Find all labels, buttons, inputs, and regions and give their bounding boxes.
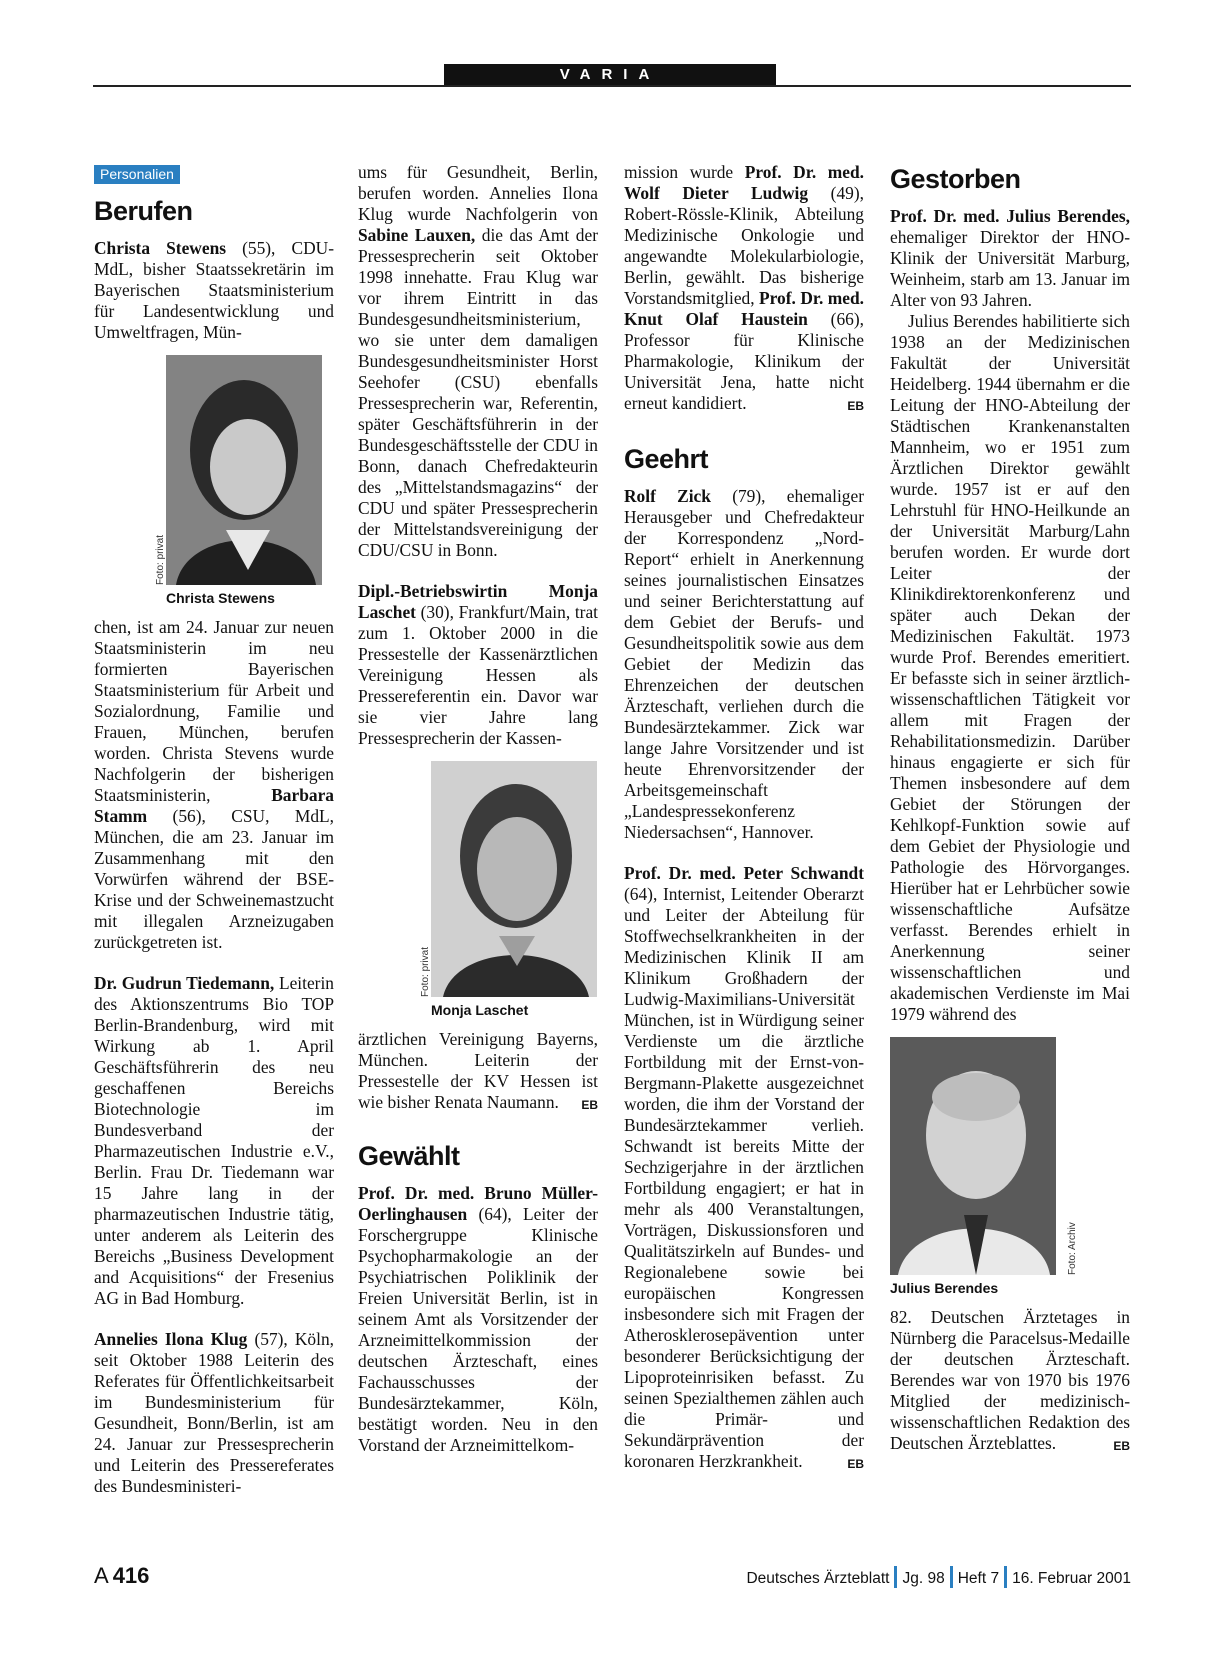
issue-date: 16. Februar 2001 bbox=[1012, 1570, 1131, 1587]
portrait-image bbox=[431, 761, 597, 997]
person-name: Prof. Dr. med. Bruno Müller-Oerlinghausen bbox=[358, 1183, 598, 1224]
paragraph: Annelies Ilona Klug (57), Köln, seit Oktober 1988 Leiterin des Referates für Öffentlichkeitsarbeit im Bundesministerium für Gesundheit, Bonn/Berlin, ist am 24. Januar zur Pressesprecherin und Leiterin des Pressereferates des Bundesministeri- bbox=[94, 1329, 334, 1496]
paragraph: Julius Berendes habilitierte sich 1938 an der Medizinischen Fakultät der Universität Heidelberg. 1944 übernahm er die Leitung der HNO-Abteilung der Städtischen Krankenanstalten Mannheim, wo er 1951 zum Ärztlichen Direktor gewählt wurde. 1957 ist er auf den Lehrstuhl für HNO-Heilkunde an der Universität Marburg/Lahn berufen worden. Er wurde dort Leiter der Klinikdirektorenkonferenz und später auch Dekan der Medizinischen Fakultät. 1973 wurde Prof. Berendes emeritiert. Er befasste sich in seiner ärztlich-wissenschaftlichen Tätigkeit vor allem mit Fragen der Rehabilitationsmedizin. Darüber hinaus engagierte er sich für Themen insbesondere auf dem Gebiet der Störungen der Kehlkopf-Funktion sowie auf dem Gebiet der Physiologie und Pathologie des Hörvorganges. Hierüber hat er Lehrbücher sowie wissenschaftliche Aufsätze verfasst. Berendes erhielt in Anerkennung seiner wissenschaftlichen und akademischen Verdienste im Mai 1979 während des bbox=[890, 311, 1130, 1024]
person-name: Prof. Dr. med. Wolf Dieter Ludwig bbox=[624, 162, 864, 203]
heading-gestorben: Gestorben bbox=[890, 164, 1021, 194]
paragraph: Dr. Gudrun Tiedemann, Leiterin des Aktionszentrums Bio TOP Berlin-Brandenburg, wird mit Wirkung ab 1. April Geschäftsführerin des neu geschaffenen Bereichs Biotechnologie im Bundesverband der Pharmazeutischen Industrie e.V., Berlin. Frau Dr. Tiedemann war 15 Jahre lang in der pharmazeutischen Industrie tätig, unter anderem als Leiterin des Bereichs „Business Development and Acquisitions“ der Fresenius AG in Bad Homburg. bbox=[94, 973, 334, 1308]
portrait-laschet bbox=[420, 761, 598, 1019]
person-name: Rolf Zick bbox=[624, 486, 711, 506]
author-signature: EB bbox=[1113, 1439, 1130, 1453]
paragraph: Prof. Dr. med. Julius Berendes, ehemaliger Direktor der HNO-Klinik der Universität Marburg, Weinheim, starb am 13. Januar im Alter von 93 Jahren. bbox=[890, 206, 1130, 310]
person-name: Prof. Dr. med. Knut Olaf Haustein bbox=[624, 288, 864, 329]
person-name: Prof. Dr. med. Julius Berendes, bbox=[890, 206, 1130, 226]
author-signature: EB bbox=[847, 1457, 864, 1471]
person-name: Annelies Ilona Klug bbox=[94, 1329, 248, 1349]
person-name: Christa Stewens bbox=[94, 238, 227, 258]
page-footer bbox=[94, 1562, 1131, 1590]
journal-info bbox=[746, 1566, 1131, 1589]
author-signature: EB bbox=[581, 1098, 598, 1112]
paragraph: mission wurde Prof. Dr. med. Wolf Dieter Ludwig (49), Robert-Rössle-Klinik, Abteilung Medizinische Onkologie und angewandte Molekularbiologie, Berlin, gewählt. Das bisherige Vorstandsmitglied, Prof. Dr. med. Knut Olaf Haustein (66), Professor für Klinische Pharmakologie, Klinikum der Universität Jena, hatte nicht erneut kandidiert. EB bbox=[624, 162, 864, 414]
paragraph: Rolf Zick (79), ehemaliger Herausgeber und Chefredakteur der Korrespondenz „Nord-Report“ erhielt in Anerkennung seines journalistischen Einsatzes und seiner Berichterstattung auf dem Gebiet der Berufs- und Gesundheitspolitik sowie aus dem Gebiet der Medizin das Ehrenzeichen der deutschen Ärzteschaft, verliehen durch die Bundesärztekammer. Zick war lange Jahre Vorsitzender und ist heute Ehrenvorsitzender der Arbeitsgemeinschaft „Landespressekonferenz Niedersachsen“, Hannover. bbox=[624, 486, 865, 842]
photo-credit: Foto: privat bbox=[420, 946, 431, 997]
person-name: Barbara Stamm bbox=[94, 785, 334, 826]
heading-gewaehlt: Gewählt bbox=[358, 1141, 460, 1171]
photo-caption: Monja Laschet bbox=[431, 1002, 529, 1018]
header-rule bbox=[93, 85, 1131, 87]
photo-credit: Foto: privat bbox=[155, 534, 166, 585]
divider bbox=[950, 1566, 953, 1588]
portrait-berendes bbox=[890, 1037, 1130, 1297]
heading-geehrt: Geehrt bbox=[624, 444, 709, 474]
portrait-image bbox=[166, 355, 322, 585]
divider bbox=[894, 1566, 897, 1588]
section-label: VARIA bbox=[444, 64, 776, 86]
paragraph: chen, ist am 24. Januar zur neuen Staatsministerin im neu formierten Bayerischen Staatsministerium für Arbeit und Sozialordnung, Familie und Frauen, München, berufen worden. Christa Stevens wurde Nachfolgerin der bisherigen Staatsministerin, Barbara Stamm (56), CSU, MdL, München, die am 23. Januar im Zusammenhang mit den Vorwürfen während der BSE-Krise und der Schweinemastzucht mit illegalen Arzneizugaben zurückgetreten ist. bbox=[94, 617, 334, 952]
person-name: Dipl.-Betriebswirtin Monja Laschet bbox=[358, 581, 598, 622]
person-name: Sabine Lauxen, bbox=[358, 225, 476, 245]
column-2 bbox=[358, 162, 598, 1456]
photo-credit: Foto: Archiv bbox=[1067, 1222, 1078, 1275]
portrait-stewens bbox=[155, 355, 334, 607]
paragraph: Christa Stewens (55), CDU-MdL, bisher Staatssekretärin im Bayerischen Staatsministerium für Landesentwicklung und Umweltfragen, Mün- bbox=[94, 238, 334, 342]
column-1 bbox=[94, 162, 334, 1497]
paragraph: Dipl.-Betriebswirtin Monja Laschet (30), Frankfurt/Main, trat zum 1. Oktober 2000 in die Pressestelle der Kassenärztlichen Vereinigung Hessen als Pressereferentin ein. Davor war sie vier Jahre lang Pressesprecherin der Kassen- bbox=[358, 581, 598, 748]
paragraph: ärztlichen Vereinigung Bayerns, München. Leiterin der Pressestelle der KV Hessen ist wie bisher Renata Naumann. EB bbox=[358, 1029, 598, 1113]
column-4 bbox=[890, 162, 1130, 1457]
issue: Heft 7 bbox=[957, 1570, 1000, 1587]
person-name: Dr. Gudrun Tiedemann, bbox=[94, 973, 275, 993]
paragraph: Prof. Dr. med. Peter Schwandt (64), Internist, Leitender Oberarzt und Leiter der Abteilung für Stoffwechselkrankheiten in der Medizinischen Klinik II am Klinikum Großhadern der Ludwig-Maximilians-Universität München, ist in Würdigung seiner Verdienste um die ärztliche Fortbildung mit der Ernst-von-Bergmann-Plakette ausgezeichnet worden, die ihm der Vorstand der Bundesärztekammer verlieh. Schwandt ist bereits Mitte der Sechzigerjahre in der ärztlichen Fortbildung engagiert; er hat in mehr als 400 Veranstaltungen, Vorträgen, Diskussionsforen und Qualitätszirkeln auf Bundes- und Regionalebene sowie bei europäischen Kongressen insbesondere sich mit Fragen der Atherosklerosepävention unter besonderer Berücksichtigung der Lipoproteinrisiken befasst. Zu seinen Spezialthemen zählen auch die Primär- und Sekundärprävention der koronaren Herzkrankheit. EB bbox=[624, 863, 864, 1472]
author-signature: EB bbox=[847, 399, 864, 413]
divider bbox=[1004, 1566, 1007, 1588]
journal-name: Deutsches Ärzteblatt bbox=[746, 1570, 890, 1587]
paragraph: 82. Deutschen Ärztetages in Nürnberg die Paracelsus-Medaille der deutschen Ärzteschaft. Berendes war von 1970 bis 1976 Mitglied der medizinisch-wissenschaftlichen Redaktion des Deutschen Ärzteblattes. EB bbox=[890, 1307, 1130, 1454]
photo-caption: Julius Berendes bbox=[890, 1280, 999, 1296]
person-name: Prof. Dr. med. Peter Schwandt bbox=[624, 863, 864, 883]
page-number: A 416 bbox=[94, 1563, 150, 1588]
heading-berufen: Berufen bbox=[94, 196, 193, 226]
paragraph: ums für Gesundheit, Berlin, berufen worden. Annelies Ilona Klug wurde Nachfolgerin von Sabine Lauxen, die das Amt der Pressesprecherin seit Oktober 1998 innehatte. Frau Klug war vor ihrem Eintritt in das Bundesgesundheitsministerium, wo sie unter dem damaligen Bundesgesundheitsminister Horst Seehofer (CSU) ebenfalls Pressesprecherin war, Referentin, später Geschäftsführerin in der Bundesgeschäftsstelle der CDU in Bonn, danach Chefredakteurin des „Mittelstandsmagazins“ der CDU und später Pressesprecherin der Mittelstandsvereinigung der CDU/CSU in Bonn. bbox=[358, 162, 598, 560]
paragraph: Prof. Dr. med. Bruno Müller-Oerlinghausen (64), Leiter der Forschergruppe Klinische Psychopharmakologie an der Psychiatrischen Poliklinik der Freien Universität Berlin, ist in seinem Amt als Vorsitzender der Arzneimittelkommission der deutschen Ärzteschaft, eines Fachausschusses der Bundesärztekammer, Köln, bestätigt worden. Neu in den Vorstand der Arzneimittelkom- bbox=[358, 1183, 598, 1455]
column-3 bbox=[624, 162, 864, 1475]
photo-caption: Christa Stewens bbox=[166, 590, 275, 606]
category-tag: Personalien bbox=[94, 165, 180, 184]
portrait-image bbox=[890, 1037, 1056, 1275]
volume: Jg. 98 bbox=[902, 1570, 945, 1587]
